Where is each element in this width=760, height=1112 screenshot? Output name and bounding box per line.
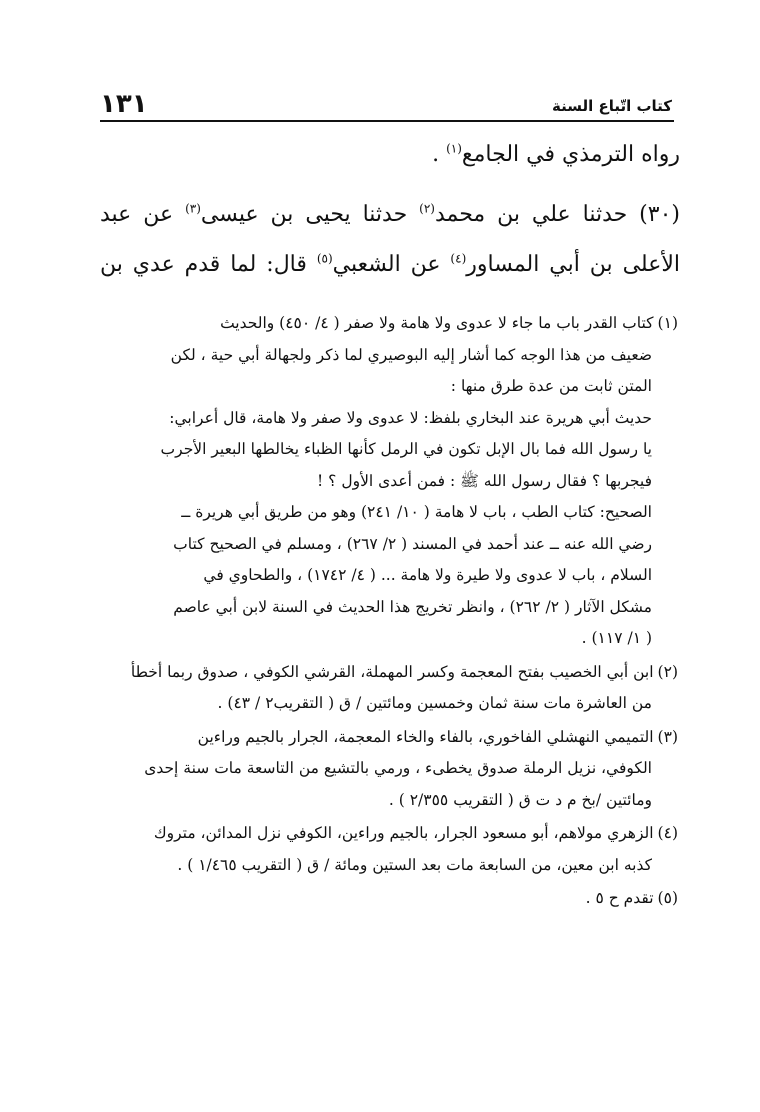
main-text	[100, 130, 680, 290]
footnote-line	[100, 340, 678, 372]
page-header	[100, 86, 674, 122]
footnote-line	[100, 592, 678, 624]
footnote-4	[100, 818, 678, 881]
footnote-number: (٥)	[657, 889, 678, 907]
footnote-ref-5: (٥)	[316, 251, 333, 266]
footnote-line	[100, 497, 678, 529]
footnote-ref-2: (٢)	[419, 201, 435, 216]
footnote-line-text: ضعيف من هذا الوجه كما أشار إليه البوصيري لما ذكر ولجهالة أبي حية ، لكن	[170, 345, 652, 364]
footnote-line	[100, 529, 678, 561]
footnote-2	[100, 657, 678, 720]
footnote-ref-4: (٤)	[450, 251, 467, 266]
hadith-text-seg5: قال: لما قدم عدي بن	[100, 252, 317, 277]
footnote-line-text: ( ١/ ١١٧) .	[581, 629, 652, 647]
footnote-line	[100, 623, 678, 655]
hadith-text-seg2: حدثنا يحيى بن عيسى	[200, 202, 420, 227]
footnote-line-text: من العاشرة مات سنة ثمان وخمسين ومائتين / ق ( التقريب٢ / ٤٣) .	[217, 694, 652, 712]
footnote-line	[100, 688, 678, 720]
footnote-line-text: ابن أبي الخصيب بفتح المعجمة وكسر المهملة، القرشي الكوفي ، صدوق ربما أخطأ	[130, 662, 654, 681]
footnote-line	[100, 657, 678, 689]
footnote-5	[100, 883, 678, 915]
footnote-line-text: السلام ، باب لا عدوى ولا طيرة ولا هامة ... ( ٤/ ١٧٤٢) ، والطحاوي في	[203, 566, 652, 584]
footnote-number: (٢)	[657, 662, 678, 681]
footnote-line-text: رضي الله عنه ــ عند أحمد في المسند ( ٢/ ٢٦٧) ، ومسلم في الصحيح كتاب	[173, 534, 652, 553]
footnote-line-text: مشكل الآثار ( ٢/ ٢٦٢) ، وانظر تخريج هذا الحديث في السنة لابن أبي عاصم	[173, 597, 652, 616]
footnote-line	[100, 785, 678, 817]
footnote-line-text: كذبه ابن معين، من السابعة مات بعد الستين ومائة / ق ( التقريب ١/٤٦٥ ) .	[177, 855, 652, 874]
footnote-line-text: يا رسول الله فما بال الإبل تكون في الرمل كأنها الظباء يخالطها البعير الأجرب	[160, 440, 652, 458]
footnote-line	[100, 434, 678, 466]
footnote-line-text: المتن ثابت من عدة طرق منها :	[450, 377, 652, 395]
footnote-line	[100, 308, 678, 340]
hadith-text-seg3: عن عبد الأعلى بن أبي المساور	[100, 202, 680, 277]
footnote-number: (١)	[657, 314, 678, 332]
footnote-line-text: الكوفي، نزيل الرملة صدوق يخطىء ، ورمي بالتشيع من التاسعة مات سنة إحدى	[144, 759, 652, 777]
footnote-line-text: ومائتين /بخ م د ت ق ( التقريب ٢/٣٥٥ ) .	[388, 790, 652, 809]
hadith-text-seg1: حدثنا علي بن محمد	[434, 202, 640, 227]
page-number: ١٣١	[100, 89, 148, 119]
hadith-number: (٣٠)	[639, 202, 680, 227]
footnote-line	[100, 850, 678, 882]
footnote-line-text: تقدم ح ٥ .	[585, 889, 654, 907]
footnote-line-text: الزهري مولاهم، أبو مسعود الجرار، بالجيم وراءين، الكوفي نزل المدائن، متروك	[153, 824, 654, 842]
footnote-line-text: حديث أبي هريرة عند البخاري بلفظ: لا عدوى ولا صفر ولا هامة، قال أعرابي:	[169, 408, 652, 427]
footnote-line-text: التميمي النهشلي الفاخوري، بالفاء والخاء المعجمة، الجرار بالجيم وراءين	[197, 727, 654, 746]
footnote-line-text: فيجربها ؟ فقال رسول الله ﷺ : فمن أعدى الأول ؟ !	[317, 471, 652, 490]
footnote-line	[100, 403, 678, 435]
hadith-paragraph	[100, 190, 680, 290]
footnote-line	[100, 560, 678, 592]
main-line-1	[100, 130, 680, 180]
footnote-3	[100, 722, 678, 817]
footnote-line-text: كتاب القدر باب ما جاء لا عدوى ولا هامة ولا صفر ( ٤/ ٤٥٠) والحديث	[220, 314, 654, 332]
footnote-ref-3: (٣)	[185, 201, 201, 216]
footnote-line	[100, 722, 678, 754]
footnote-line	[100, 883, 678, 915]
footnote-1	[100, 308, 678, 655]
hadith-text-seg4: عن الشعبي	[332, 252, 451, 277]
footnote-number: (٣)	[657, 727, 678, 746]
footnote-line	[100, 371, 678, 403]
footnote-line	[100, 818, 678, 850]
footnotes	[100, 308, 678, 917]
footnote-number: (٤)	[657, 824, 678, 842]
running-title: كتاب اتّباع السنة	[551, 97, 672, 115]
footnote-line	[100, 466, 678, 498]
footnote-ref-1: (١)	[446, 141, 462, 156]
footnote-line	[100, 753, 678, 785]
footnote-line-text: الصحيح: كتاب الطب ، باب لا هامة ( ١٠/ ٢٤١) وهو من طريق أبي هريرة ــ	[181, 503, 652, 521]
main-line-1-end: .	[432, 142, 447, 167]
main-line-1-text: رواه الترمذي في الجامع	[461, 142, 680, 167]
